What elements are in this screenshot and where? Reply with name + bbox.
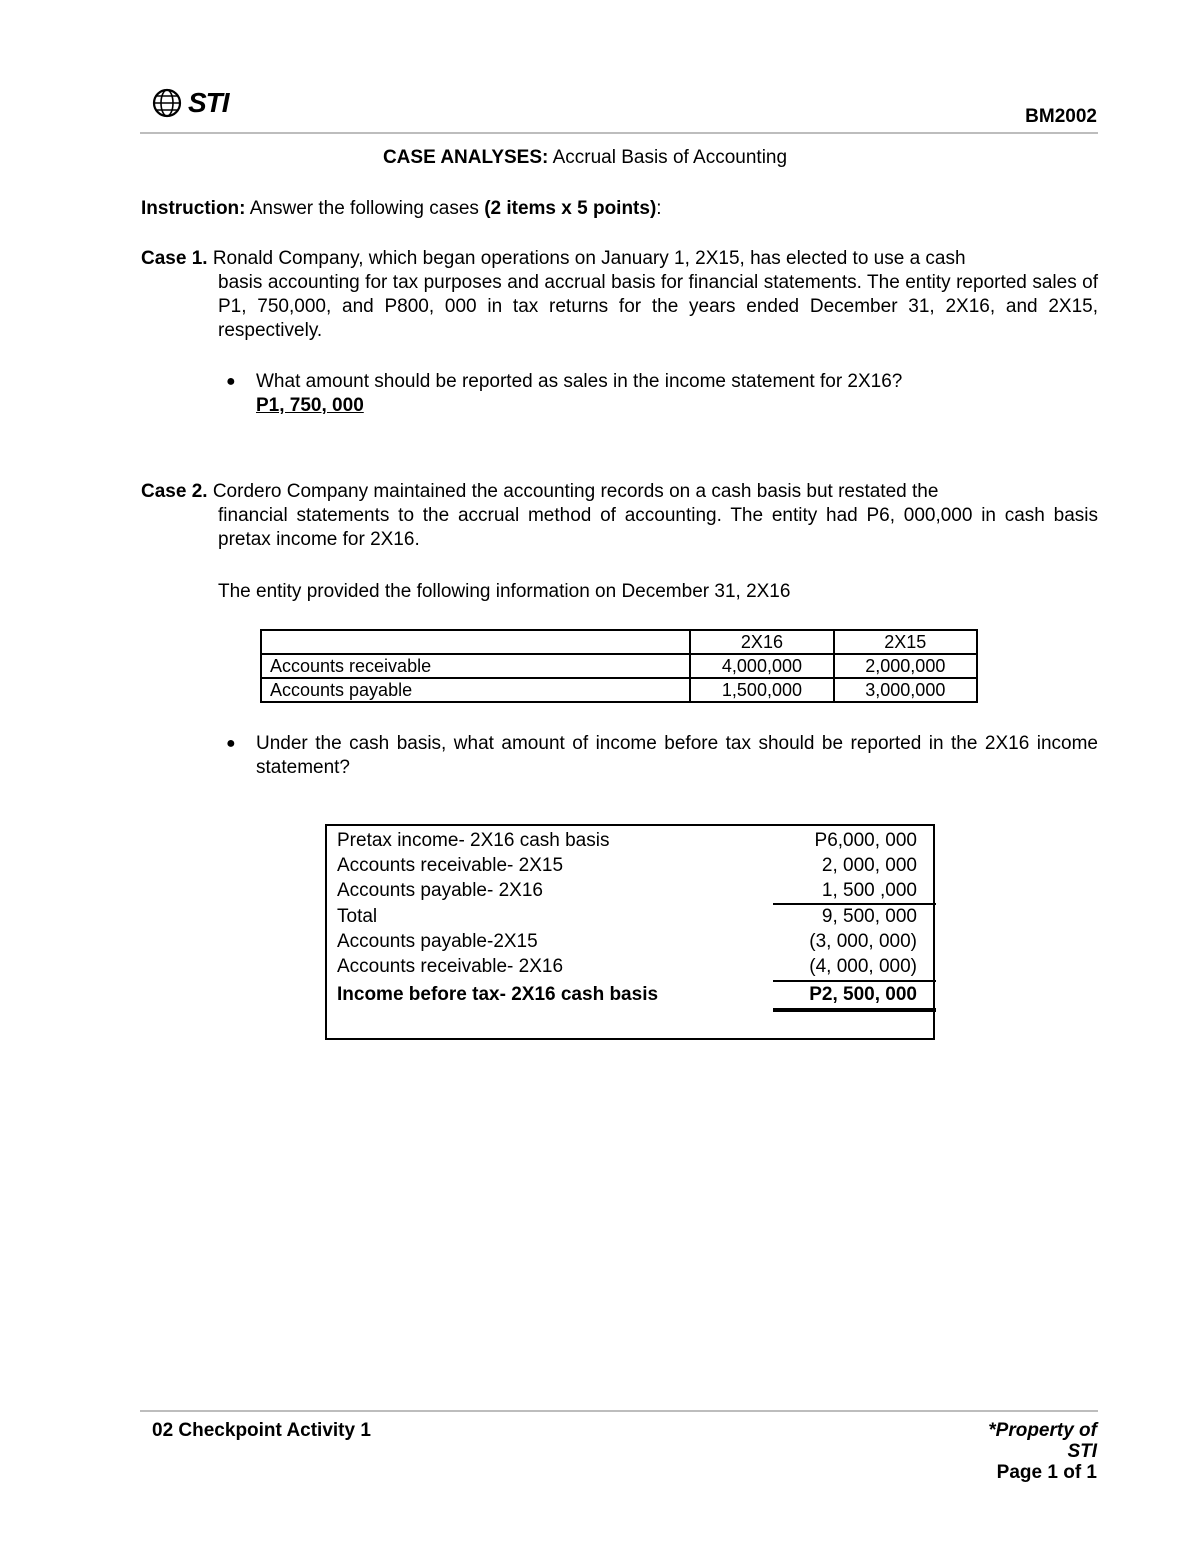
balances-table xyxy=(260,629,978,703)
footer-activity: 02 Checkpoint Activity 1 xyxy=(152,1420,371,1441)
case1-answer: P1, 750, 000 xyxy=(256,395,364,416)
solution-label: Accounts payable- 2X16 xyxy=(337,880,543,901)
case1-first-line xyxy=(141,247,1098,271)
table-header-row xyxy=(261,630,977,654)
solution-value: 2, 000, 000 xyxy=(821,855,917,876)
solution-value: P2, 500, 000 xyxy=(809,984,917,1005)
table-header-cell xyxy=(261,630,690,654)
page-number: Page 1 of 1 xyxy=(996,1462,1097,1483)
footer-divider xyxy=(140,1410,1098,1412)
bullet-icon: ● xyxy=(226,373,236,390)
solution-row-total xyxy=(337,982,925,1007)
case1-question: What amount should be reported as sales in the income statement for 2X16? xyxy=(256,371,903,392)
property-line2: STI xyxy=(1067,1441,1097,1462)
solution-row xyxy=(337,929,925,954)
solution-label: Accounts payable-2X15 xyxy=(337,931,538,952)
table-cell: 2,000,000 xyxy=(834,654,977,678)
solution-row xyxy=(337,954,925,979)
solution-label: Pretax income- 2X16 cash basis xyxy=(337,830,610,851)
case2-line1: Cordero Company maintained the accounting records on a cash basis but restated the xyxy=(207,481,939,502)
solution-label: Income before tax- 2X16 cash basis xyxy=(337,984,659,1005)
solution-row xyxy=(337,878,925,903)
solution-label: Accounts receivable- 2X16 xyxy=(337,956,564,977)
case2-body: financial statements to the accrual method of accounting. The entity had P6, 000,000 in cash basis pretax income for 2X16. xyxy=(218,505,1098,550)
table-header-cell: 2X16 xyxy=(690,630,833,654)
table-row xyxy=(261,678,977,702)
table-cell: Accounts payable xyxy=(261,678,690,702)
instruction-points: (2 items x 5 points) xyxy=(484,198,657,219)
globe-icon xyxy=(152,88,186,118)
title-bold: CASE ANALYSES: xyxy=(382,147,549,168)
table-cell: Accounts receivable xyxy=(261,654,690,678)
case1-body: basis accounting for tax purposes and accrual basis for financial statements. The entity reported sales of P1, 750,000, and P800, 000 in tax returns for the years ended December 31, 2X16, and 2X15, respectively. xyxy=(218,272,1098,341)
solution-label: Accounts receivable- 2X15 xyxy=(337,855,564,876)
instruction-label: Instruction: xyxy=(141,198,246,219)
solution-label: Total xyxy=(337,906,378,927)
solution-row xyxy=(337,904,925,929)
bullet-icon: ● xyxy=(226,735,236,752)
case2-first-line xyxy=(141,480,1098,504)
case1-question-item xyxy=(226,370,1098,418)
case2-question: Under the cash basis, what amount of income before tax should be reported in the 2X16 income statement? xyxy=(256,733,1098,778)
table-cell: 3,000,000 xyxy=(834,678,977,702)
table-header-cell: 2X15 xyxy=(834,630,977,654)
case2-question-item xyxy=(226,732,1098,780)
case2-info: The entity provided the following information on December 31, 2X16 xyxy=(218,581,791,602)
instruction xyxy=(141,197,1098,221)
solution-value: 1, 500 ,000 xyxy=(821,880,917,901)
table-cell: 4,000,000 xyxy=(690,654,833,678)
table-cell: 1,500,000 xyxy=(690,678,833,702)
instruction-text: Answer the following cases xyxy=(245,198,485,219)
solution-row xyxy=(337,828,925,853)
table-row xyxy=(261,654,977,678)
case2-label: Case 2. xyxy=(141,481,208,502)
case1-line1: Ronald Company, which began operations on January 1, 2X15, has elected to use a cash xyxy=(207,248,966,269)
sti-logo xyxy=(152,86,229,120)
solution-value: 9, 500, 000 xyxy=(821,906,917,927)
double-underline xyxy=(773,1008,936,1012)
instruction-end: : xyxy=(656,198,662,219)
course-code: BM2002 xyxy=(1025,106,1097,127)
footer-property xyxy=(988,1420,1097,1483)
property-line1: *Property of xyxy=(988,1420,1097,1441)
page-title xyxy=(0,147,1170,169)
case1-label: Case 1. xyxy=(141,248,208,269)
header-divider xyxy=(140,132,1098,134)
solution-box xyxy=(325,824,935,1040)
title-rest: Accrual Basis of Accounting xyxy=(548,147,788,168)
solution-value: (4, 000, 000) xyxy=(809,956,917,977)
logo-text: STI xyxy=(188,87,229,118)
solution-row xyxy=(337,853,925,878)
solution-value: P6,000, 000 xyxy=(814,830,917,851)
solution-value: (3, 000, 000) xyxy=(809,931,917,952)
